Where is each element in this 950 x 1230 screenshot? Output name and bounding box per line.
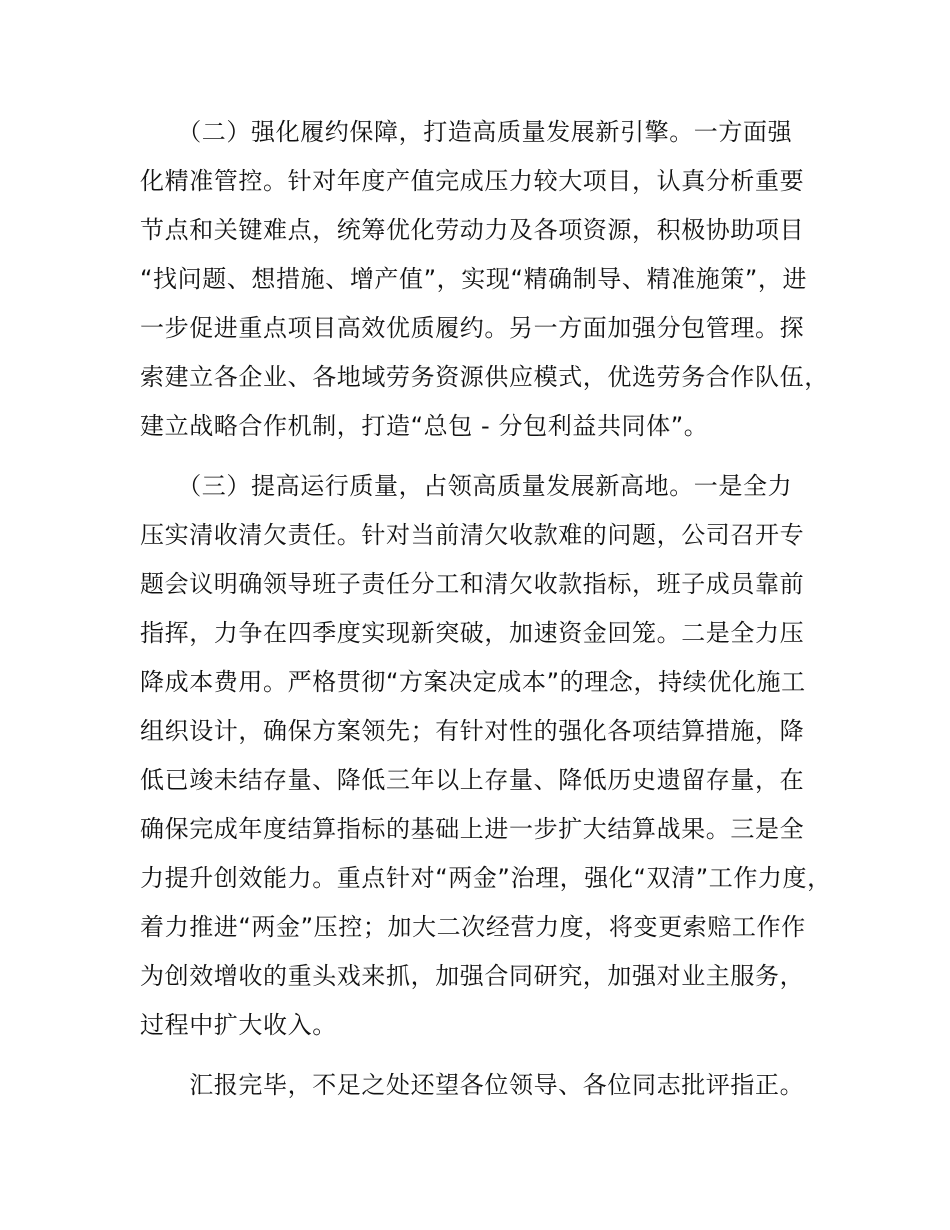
text-line: 建立战略合作机制，打造“总包 - 分包利益共同体”。 xyxy=(140,412,709,440)
text-line: 确保完成年度结算指标的基础上进一步扩大结算战果。三是全 xyxy=(140,815,805,843)
text-line: （二）强化履约保障，打造高质量发展新引擎。一方面强 xyxy=(140,118,793,146)
text-line: 一步促进重点项目高效优质履约。另一方面加强分包管理。探 xyxy=(140,314,805,342)
paragraph-spacer xyxy=(140,451,840,462)
paragraph-performance-guarantee xyxy=(140,108,840,451)
text-line: 指挥，力争在四季度实现新突破，加速资金回笼。二是全力压 xyxy=(140,619,805,647)
text-line: 低已竣未结存量、降低三年以上存量、降低历史遗留存量，在 xyxy=(140,766,805,794)
text-line: 降成本费用。严格贯彻“方案决定成本”的理念，持续优化施工 xyxy=(140,668,806,696)
paragraph-closing-remarks xyxy=(140,1061,840,1110)
text-line: 汇报完毕，不足之处还望各位领导、各位同志批评指正。 xyxy=(140,1071,805,1099)
text-line: 着力推进“两金”压控；加大二次经营力度，将变更索赔工作作 xyxy=(140,913,806,941)
text-line: 过程中扩大收入。 xyxy=(140,1011,337,1039)
paragraph-operation-quality xyxy=(140,462,840,1050)
text-line: 为创效增收的重头戏来抓，加强合同研究，加强对业主服务， xyxy=(140,962,805,990)
text-line: “找问题、想措施、增产值”，实现“精确制导、精准施策”，进 xyxy=(140,265,808,293)
text-line: 索建立各企业、各地域劳务资源供应模式，优选劳务合作队伍， xyxy=(140,363,829,391)
text-line: （三）提高运行质量，占领高质量发展新高地。一是全力 xyxy=(140,472,793,500)
text-line: 化精准管控。针对年度产值完成压力较大项目，认真分析重要 xyxy=(140,167,805,195)
text-line: 压实清收清欠责任。针对当前清欠收款难的问题，公司召开专 xyxy=(140,521,805,549)
document-body xyxy=(140,108,840,1110)
text-line: 组织设计，确保方案领先；有针对性的强化各项结算措施，降 xyxy=(140,717,805,745)
text-line: 节点和关键难点，统筹优化劳动力及各项资源，积极协助项目 xyxy=(140,216,805,244)
paragraph-spacer xyxy=(140,1050,840,1061)
text-line: 题会议明确领导班子责任分工和清欠收款指标，班子成员靠前 xyxy=(140,570,805,598)
text-line: 力提升创效能力。重点针对“两金”治理，强化“双清”工作力度， xyxy=(140,864,832,892)
